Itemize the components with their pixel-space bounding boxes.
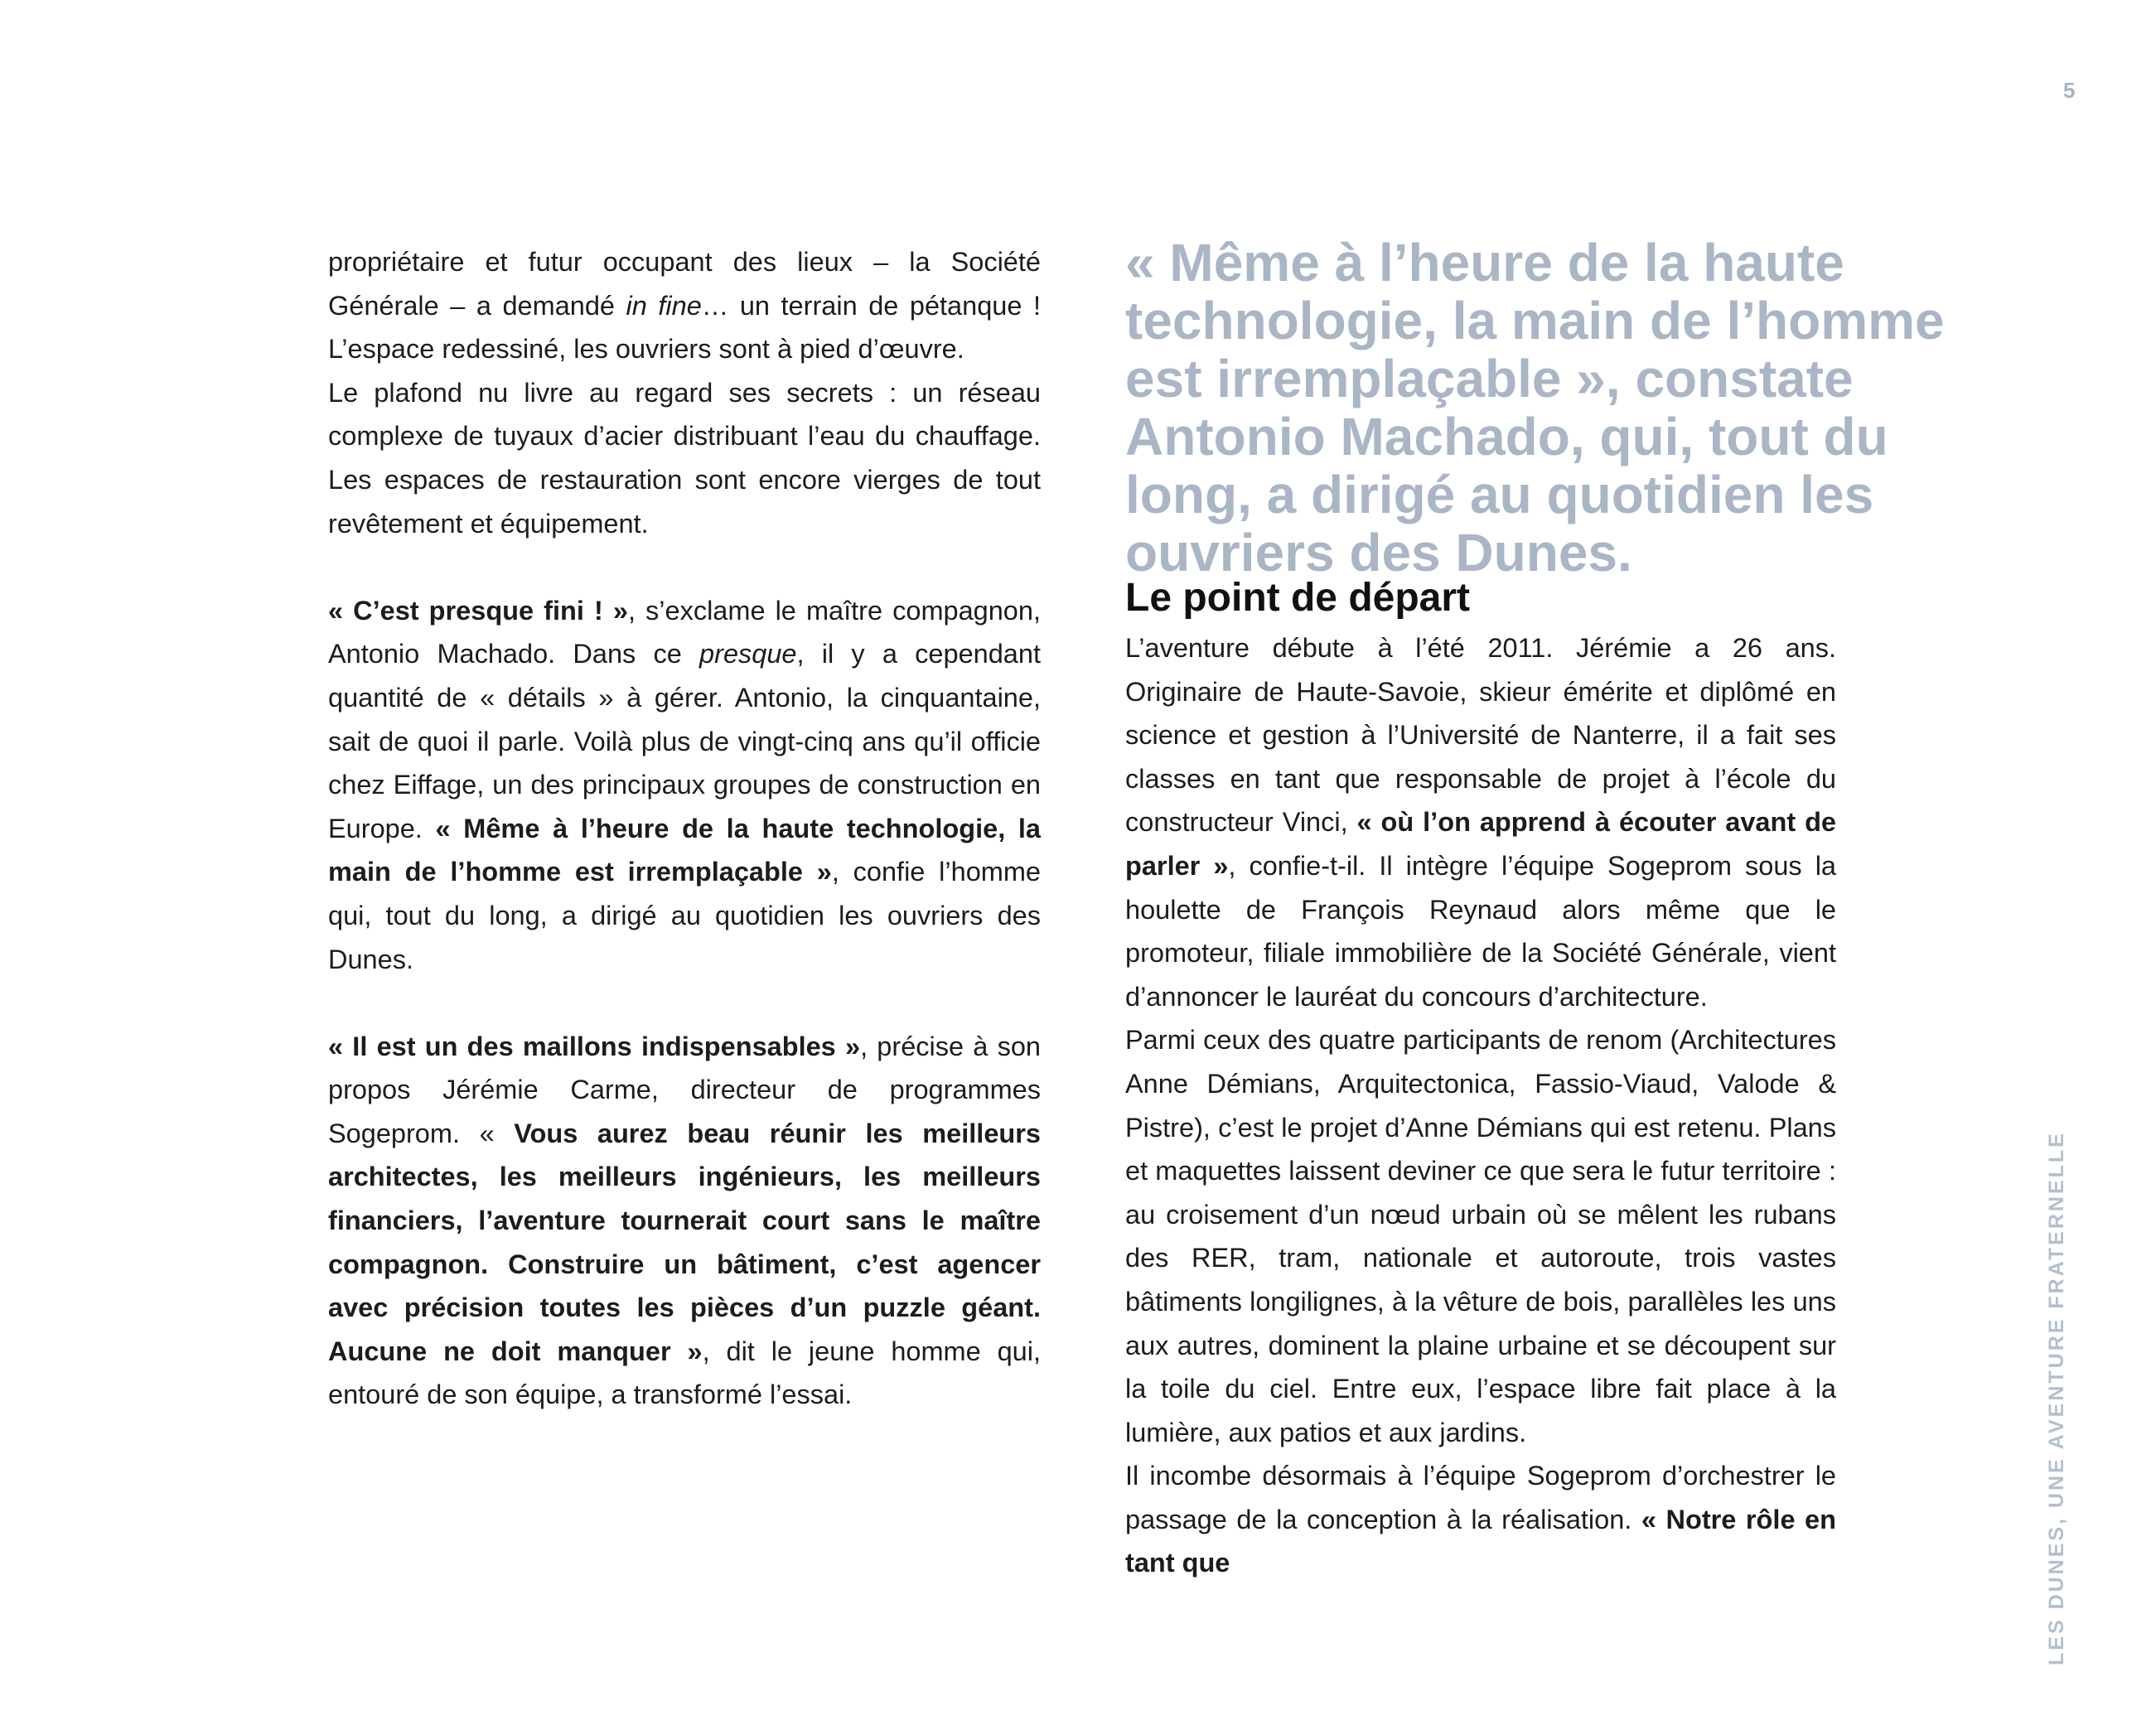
text-run: , s’exclame le maître compagnon, Antonio Machado. Dans ce — [328, 595, 1041, 669]
left-paragraph-2: Le plafond nu livre au regard ses secrets : un réseau complexe de tuyaux d’acier distribuant l’eau du chauffage. Les espaces de restauration sont encore vierges de tout revêtement et équipement. — [328, 377, 1041, 539]
pull-quote: « Même à l’heure de la haute technologie, la main de l’homme est irremplaçable », constate Antonio Machado, qui, tout du long, a dirigé au quotidien les ouvriers des Dunes. — [1125, 233, 1945, 582]
text-run: , il y a cependant quantité de « détails » à gérer. Antonio, la cinquantaine, sait de quoi il parle. Voilà plus de vingt-cinq ans qu’il officie chez Eiffage, un des principaux groupes de construction en Europe. — [328, 639, 1041, 843]
text-run: propriétaire et futur occupant des lieux – la Société Générale – a demandé — [328, 247, 1041, 321]
page-number: 5 — [2063, 78, 2076, 103]
right-column — [1125, 626, 1836, 1585]
text-run: L’aventure débute à l’été 2011. Jérémie a 26 ans. Originaire de Haute-Savoie, skieur émérite et diplômé en science et gestion à l’Université de Nanterre, il a fait ses classes en tant que responsable de projet à l’école du constructeur Vinci, — [1125, 633, 1836, 838]
right-paragraph-1 — [1125, 626, 1836, 1018]
bold-quote: « où l’on apprend à écouter avant de parler » — [1125, 807, 1836, 881]
italic-run: in fine — [626, 290, 702, 321]
bold-quote: « C’est presque fini ! » — [328, 595, 628, 626]
section-heading: Le point de départ — [1125, 576, 1471, 620]
bold-quote: « Notre rôle en tant que — [1125, 1504, 1836, 1578]
left-column — [328, 240, 1041, 1417]
right-paragraph-3 — [1125, 1454, 1836, 1585]
text-run: , confie l’homme qui, tout du long, a dirigé au quotidien les ouvriers des Dunes. — [328, 857, 1041, 974]
text-run: … un terrain de pétanque ! L’espace redessiné, les ouvriers sont à pied d’œuvre. — [328, 290, 1042, 365]
text-run: , précise à son propos Jérémie Carme, directeur de programmes Sogeprom. « — [328, 1031, 1041, 1148]
text-run: Il incombe désormais à l’équipe Sogeprom d’orchestrer le passage de la conception à la réalisation. — [1125, 1461, 1836, 1534]
bold-quote: « Même à l’heure de la haute technologie, la main de l’homme est irremplaçable » — [328, 813, 1042, 887]
text-run: , dit le jeune homme qui, entouré de son équipe, a transformé l’essai. — [328, 1336, 1041, 1410]
text-run: , confie-t-il. Il intègre l’équipe Sogeprom sous la houlette de François Reynaud alors même que le promoteur, filiale immobilière de la Société Générale, vient d’annoncer le lauréat du concours d’architecture. — [1125, 850, 1836, 1012]
left-paragraph-4 — [328, 1025, 1041, 1417]
right-paragraph-2: Parmi ceux des quatre participants de renom (Architectures Anne Démians, Arquitectonica, Fassio-Viaud, Valode & Pistre), c’est le projet d’Anne Démians qui est retenu. Plans et maquettes laissent deviner ce que sera le futur territoire : au croisement d’un nœud urbain où se mêlent les rubans des RER, tram, nationale et autoroute, trois vastes bâtiments longilignes, à la vêture de bois, parallèles les uns aux autres, dominent la plaine urbaine et se découpent sur la toile du ciel. Entre eux, l’espace libre fait place à la lumière, aux patios et aux jardins. — [1125, 1025, 1836, 1447]
running-title: LES DUNES, UNE AVENTURE FRATERNELLE — [2045, 1131, 2068, 1665]
left-paragraph-3 — [328, 589, 1041, 981]
bold-quote: « Il est un des maillons indispensables » — [328, 1031, 861, 1061]
italic-run: presque — [699, 639, 797, 669]
bold-quote: Vous aurez beau réunir les meilleurs architectes, les meilleurs ingénieurs, les meilleurs financiers, l’aventure tournerait court sans le maître compagnon. Construire un bâtiment, c’est agencer avec précision toutes les pièces d’un puzzle géant. Aucune ne doit manquer » — [328, 1118, 1041, 1366]
left-paragraph-1 — [328, 240, 1041, 371]
